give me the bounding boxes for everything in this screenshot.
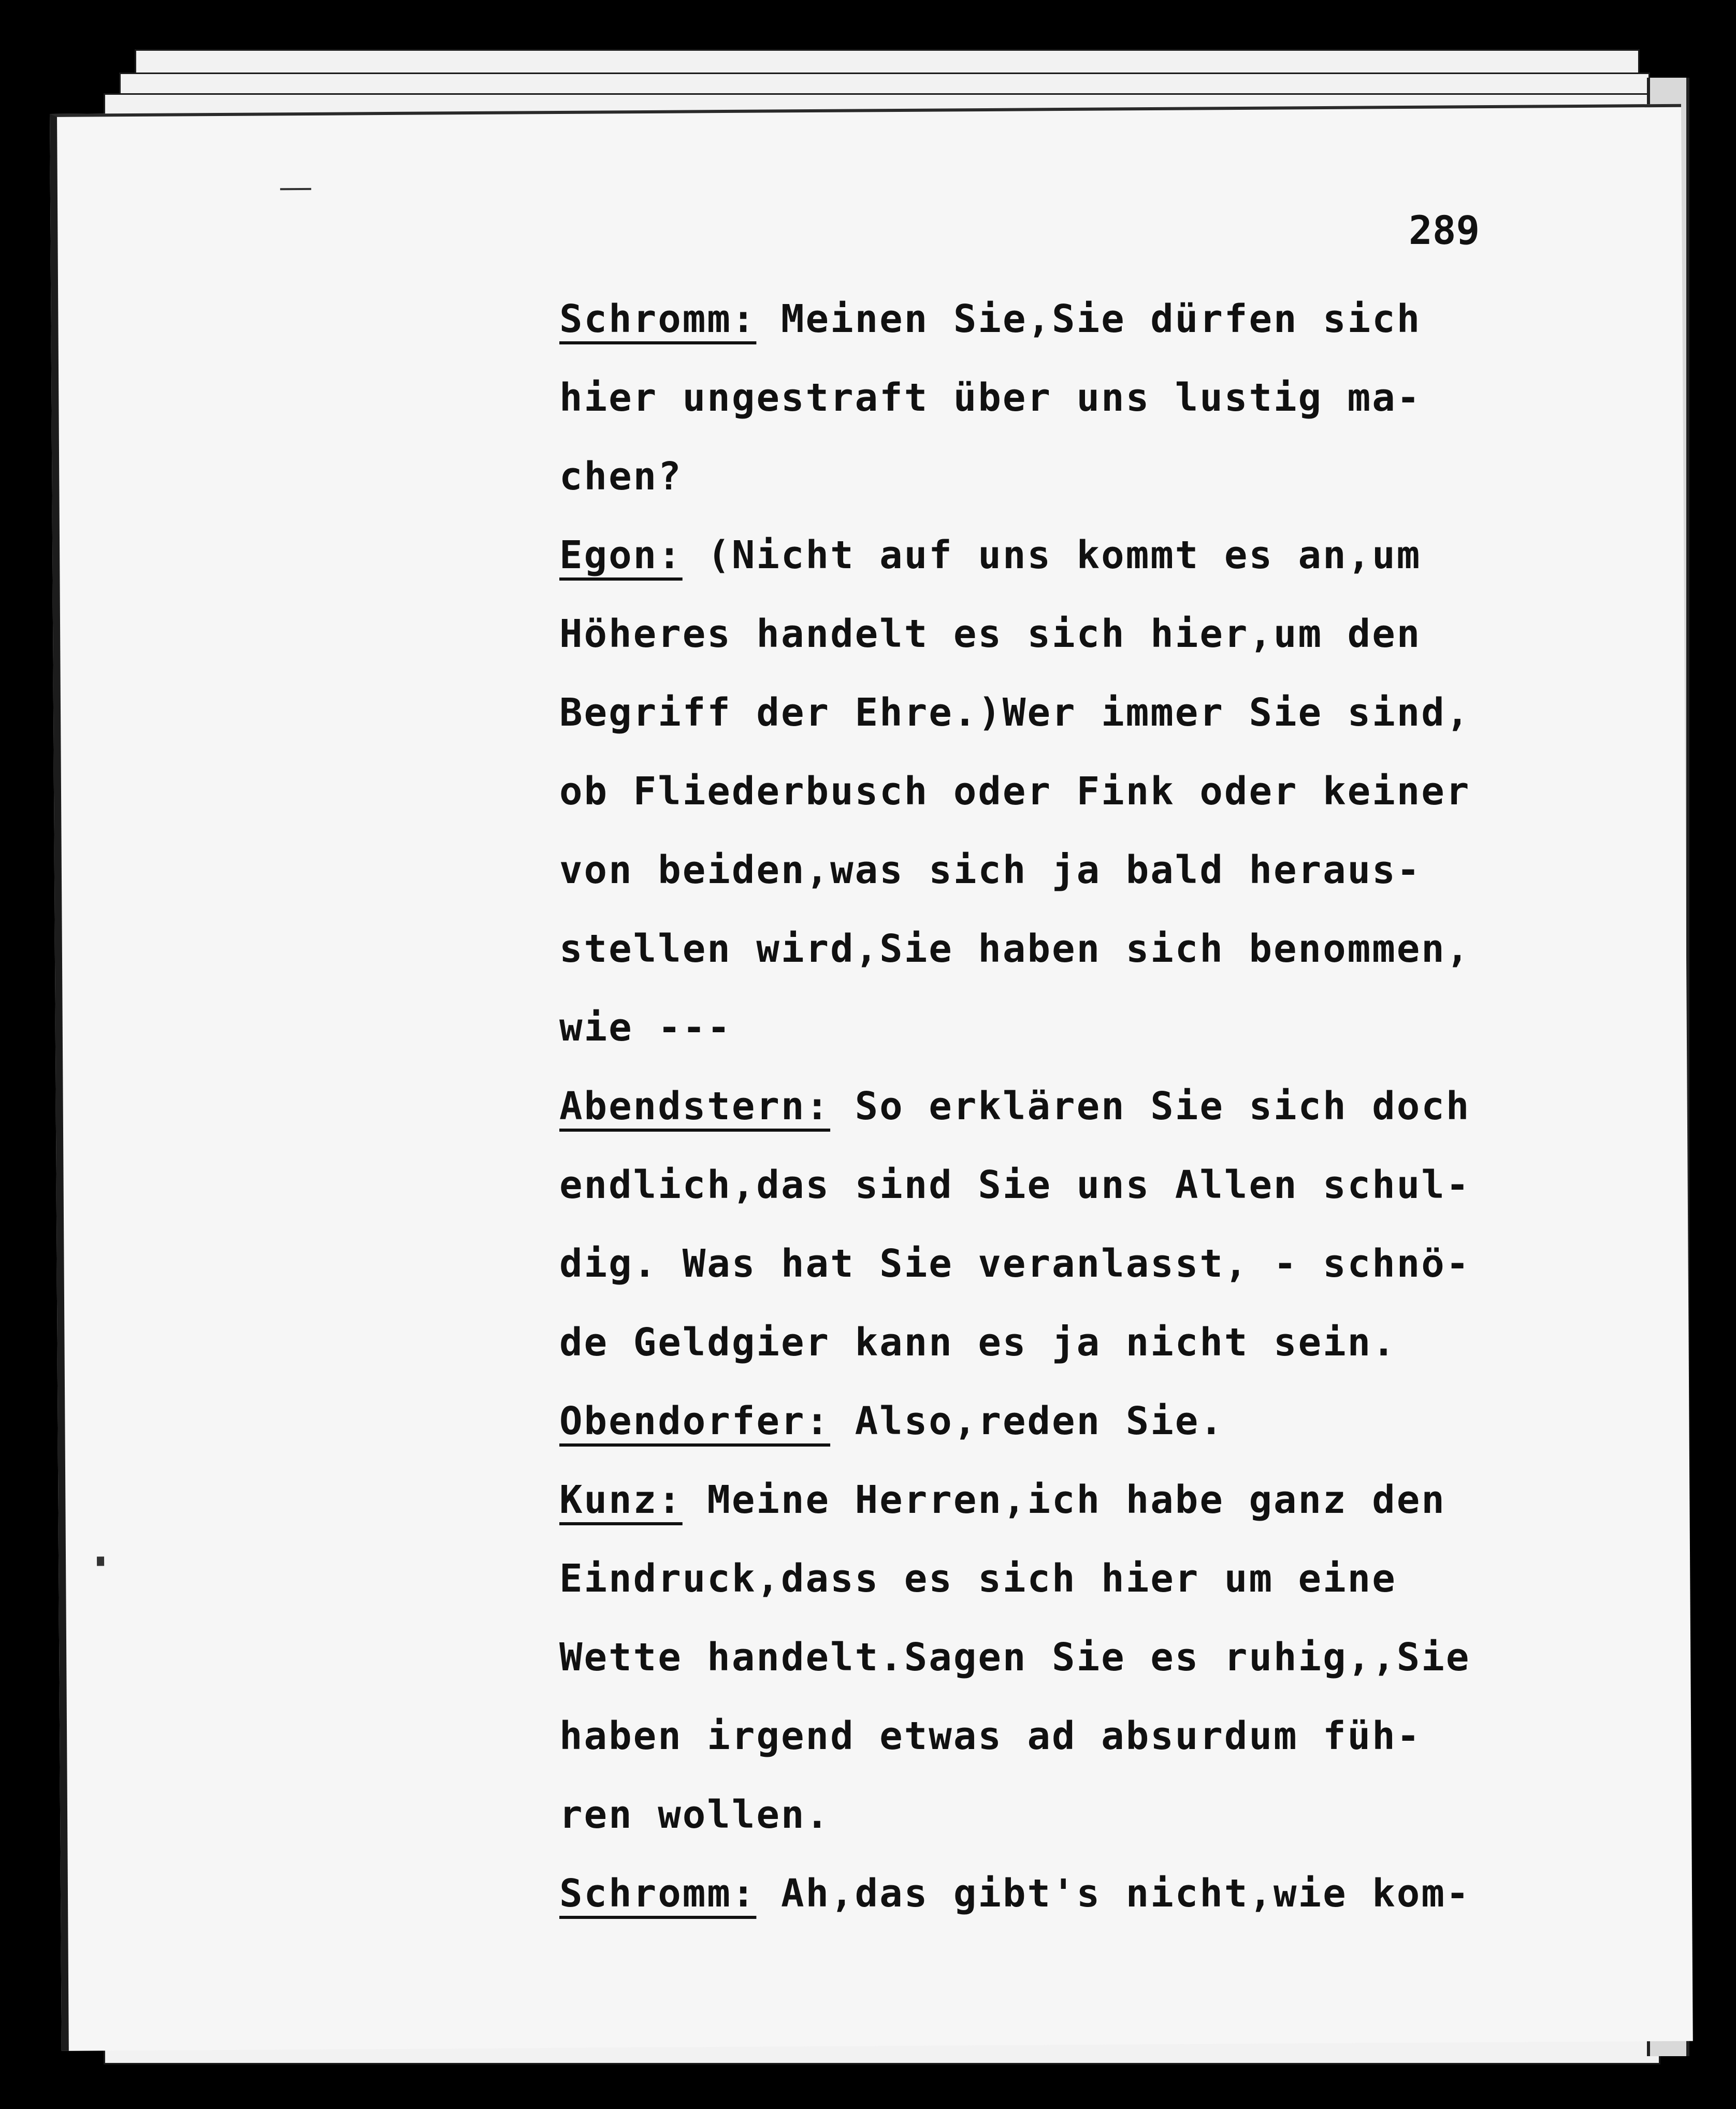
text-line	[559, 1067, 1595, 1146]
text-line	[559, 673, 1595, 752]
text-line	[559, 1697, 1595, 1775]
text-line	[559, 831, 1595, 909]
script-text	[559, 280, 1595, 1933]
stray-mark	[280, 188, 311, 190]
speaker-name: Schromm:	[559, 1871, 757, 1916]
speaker-name: Schromm:	[559, 297, 757, 341]
line-text: Ah,das gibt's nicht,wie kom-	[756, 1871, 1471, 1916]
line-text: dig. Was hat Sie veranlasst, - schnö-	[559, 1241, 1471, 1286]
line-text: stellen wird,Sie haben sich benommen,	[559, 927, 1471, 971]
text-line	[559, 280, 1595, 358]
line-text: Meine Herren,ich habe ganz den	[682, 1478, 1446, 1522]
text-line	[559, 595, 1595, 673]
line-text: ob Fliederbusch oder Fink oder keiner	[559, 769, 1471, 814]
line-text: Wette handelt.Sagen Sie es ruhig,,Sie	[559, 1635, 1471, 1680]
speaker-name: Kunz:	[559, 1478, 683, 1522]
line-text: wie ---	[559, 1005, 732, 1050]
line-text: Höheres handelt es sich hier,um den	[559, 612, 1422, 656]
text-line	[559, 1461, 1595, 1539]
text-line	[559, 1224, 1595, 1303]
line-text: So erklären Sie sich doch	[830, 1084, 1471, 1129]
line-text: (Nicht auf uns kommt es an,um	[682, 533, 1422, 577]
text-line	[559, 988, 1595, 1067]
text-line	[559, 516, 1595, 595]
line-text: haben irgend etwas ad absurdum füh-	[559, 1714, 1422, 1758]
text-line	[559, 1854, 1595, 1933]
text-line	[559, 1303, 1595, 1382]
text-line	[559, 1539, 1595, 1618]
text-line	[559, 1618, 1595, 1697]
text-line	[559, 437, 1595, 516]
line-text: Eindruck,dass es sich hier um eine	[559, 1556, 1397, 1601]
text-line	[559, 1775, 1595, 1854]
text-line	[559, 1382, 1595, 1461]
text-line	[559, 358, 1595, 437]
text-line	[559, 1146, 1595, 1224]
line-text: von beiden,was sich ja bald heraus-	[559, 848, 1422, 892]
text-line	[559, 752, 1595, 831]
speaker-name: Obendorfer:	[559, 1399, 831, 1443]
line-text: hier ungestraft über uns lustig ma-	[559, 375, 1422, 420]
stray-mark	[97, 1556, 104, 1566]
line-text: endlich,das sind Sie uns Allen schul-	[559, 1163, 1471, 1207]
speaker-name: Abendstern:	[559, 1084, 831, 1129]
line-text: Also,reden Sie.	[830, 1399, 1224, 1443]
line-text: Begriff der Ehre.)Wer immer Sie sind,	[559, 690, 1471, 735]
line-text: Meinen Sie,Sie dürfen sich	[756, 297, 1422, 341]
speaker-name: Egon:	[559, 533, 683, 577]
line-text: ren wollen.	[559, 1793, 831, 1837]
text-line	[559, 909, 1595, 988]
page-number: 289	[1409, 207, 1480, 253]
line-text: de Geldgier kann es ja nicht sein.	[559, 1320, 1397, 1365]
line-text: chen?	[559, 454, 683, 499]
